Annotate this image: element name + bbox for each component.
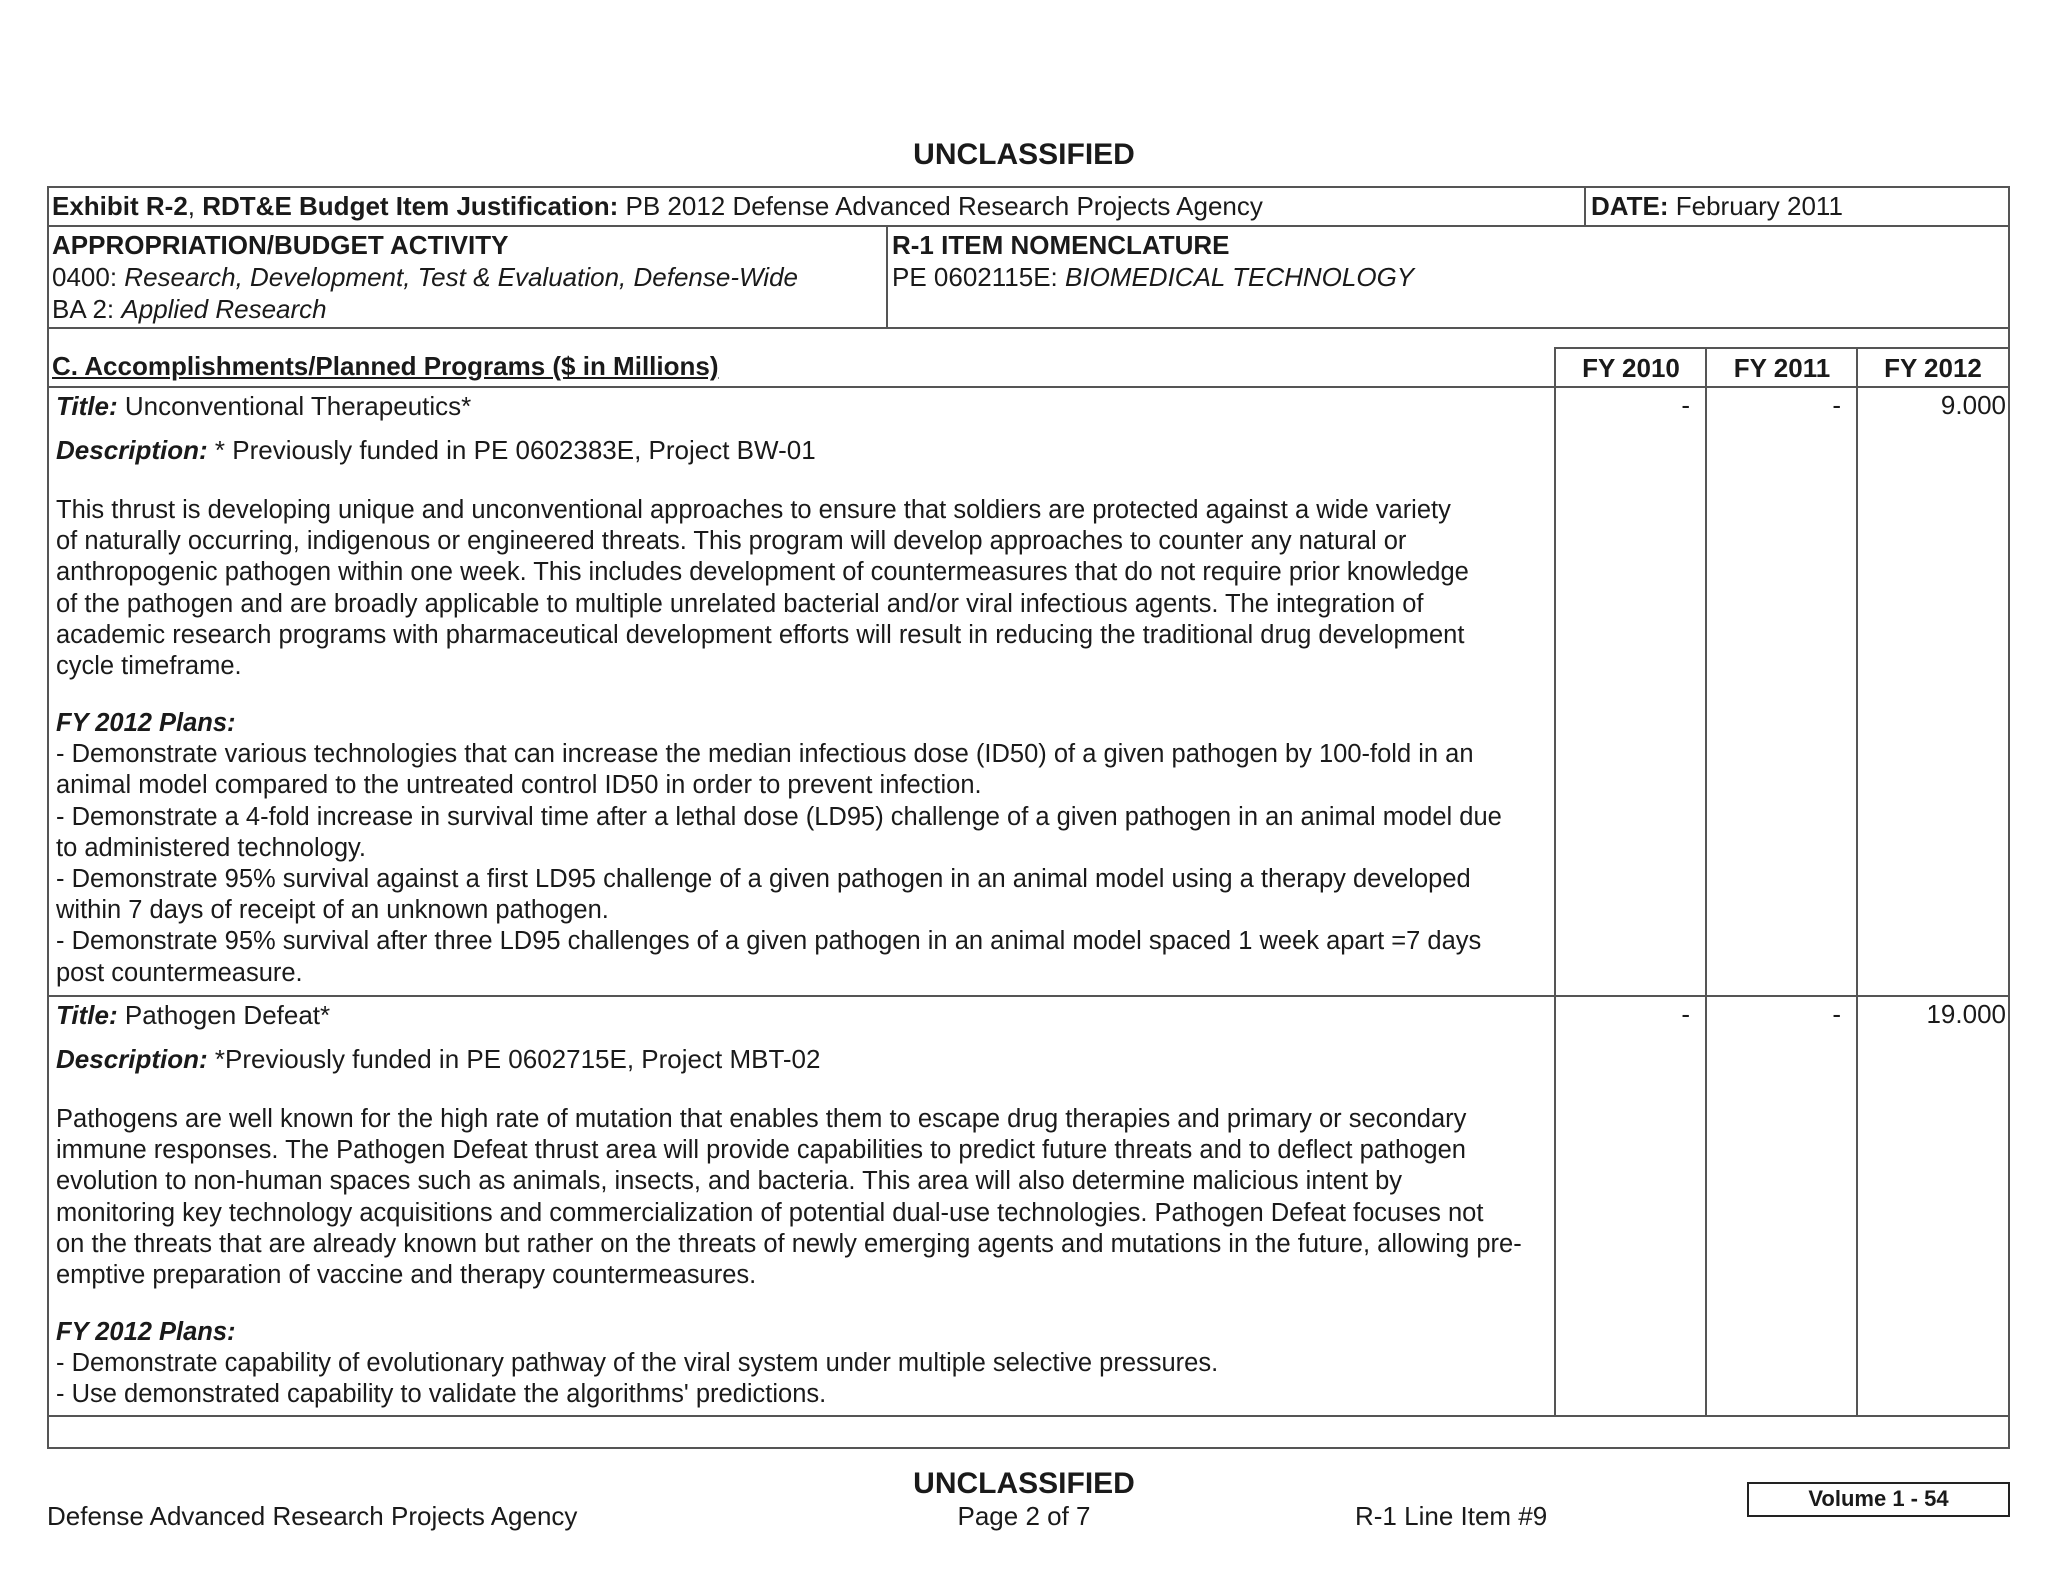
amount-fy2012: 9.000 [1940,390,2006,420]
exhibit-sep: , [187,191,203,221]
program-description: Description: *Previously funded in PE 0602715E, Project MBT-02 [56,1044,821,1074]
amount-fy2011: - [1832,390,1841,420]
fy-header-top-rule [1554,347,2010,349]
column-fy2012: FY 2012 [1884,353,1982,383]
column-fy2010: FY 2010 [1582,353,1680,383]
amount-fy2010: - [1681,999,1690,1029]
program-title: Title: Unconventional Therapeutics* [56,391,472,421]
program-rule [47,995,2010,997]
appropriation-line2: BA 2: Applied Research [52,294,327,324]
appropriation-rule [47,327,2010,329]
program-plans: FY 2012 Plans: - Demonstrate various technologies that can increase the median infectious dose (ID50) of a given pathogen by 100-fold in an animal model compared to the untreated control ID50 in order to prevent infection. - Demonstrate a 4-fold increase in survival time after a lethal dose (LD95) challenge of a given pathogen in an animal model due to administered technology. - Demonstrate 95% survival against a first LD95 challenge of a given pathogen in an animal model using a therapy developed within 7 days of receipt of an unknown pathogen. - Demonstrate 95% survival after three LD95 challenges of a given pathogen in an animal model spaced 1 week apart =7 days post countermeasure. [56,709,1502,987]
header-divider [1584,186,1586,226]
footer-page: Page 2 of 7 [957,1501,1091,1531]
table-bottom-rule [47,1415,2010,1417]
plans-label: FY 2012 Plans: [56,1318,236,1346]
nomenclature-label: R-1 ITEM NOMENCLATURE [892,230,1230,260]
appropriation-line1: 0400: Research, Development, Test & Evaluation, Defense-Wide [52,262,798,292]
classification-banner-top: UNCLASSIFIED [913,138,1135,171]
section-title: C. Accomplishments/Planned Programs ($ in Millions) [52,351,719,381]
date-value: February 2011 [1668,191,1843,221]
volume-badge: Volume 1 - 54 [1747,1482,2010,1517]
footer-line-item: R-1 Line Item #9 [1355,1501,1548,1531]
justification-value: PB 2012 Defense Advanced Research Projects Agency [618,191,1263,221]
amount-fy2011: - [1832,999,1841,1029]
nomenclature-block [892,229,1414,293]
plans-label: FY 2012 Plans: [56,709,236,737]
nomenclature-line: PE 0602115E: BIOMEDICAL TECHNOLOGY [892,262,1415,292]
appropriation-divider [886,225,888,328]
program-paragraph: Pathogens are well known for the high rate of mutation that enables them to escape drug therapies and primary or secondary immune responses. The Pathogen Defeat thrust area will provide capabilities to predict future threats and to deflect pathogen evolution to non-human spaces such as animals, insects, and bacteria. This area will also determine malicious intent by monitoring key technology acquisitions and commercialization of potential dual-use technologies. Pathogen Defeat focuses not on the threats that are already known but rather on the threats of newly emerging agents and mutations in the future, allowing pre- emptive preparation of vaccine and therapy countermeasures. [56,1105,1522,1290]
column-divider-1 [1554,347,1556,1416]
column-fy2011: FY 2011 [1733,353,1831,383]
footer-agency: Defense Advanced Research Projects Agency [47,1501,578,1531]
date-label: DATE: [1591,191,1669,221]
program-plans: FY 2012 Plans: - Demonstrate capability of evolutionary pathway of the viral system under multiple selective pressures. - Use demonstrated capability to validate the algorithms' predictions. [56,1318,1219,1409]
section-header-rule [47,386,2010,388]
program-paragraph: This thrust is developing unique and unconventional approaches to ensure that soldiers are protected against a wide variety of naturally occurring, indigenous or engineered threats. This program will develop approaches to counter any natural or anthropogenic pathogen within one week. This includes development of countermeasures that do not require prior knowledge of the pathogen and are broadly applicable to multiple unrelated bacterial and/or viral infectious agents. The integration of academic research programs with pharmaceutical development efforts will result in reducing the traditional drug development cycle timeframe. [56,496,1469,681]
appropriation-block [52,229,798,325]
program-title: Title: Pathogen Defeat* [56,1000,331,1030]
program-description: Description: * Previously funded in PE 0602383E, Project BW-01 [56,435,816,465]
exhibit-title [52,190,1263,222]
header-rule [47,225,2010,227]
amount-fy2012: 19.000 [1926,999,2006,1029]
classification-banner-bottom: UNCLASSIFIED [913,1467,1135,1500]
column-divider-2 [1705,347,1707,1416]
column-divider-3 [1856,347,1858,1416]
date-field [1591,190,1843,222]
exhibit-label: Exhibit R-2 [52,191,188,221]
appropriation-label: APPROPRIATION/BUDGET ACTIVITY [52,230,509,260]
amount-fy2010: - [1681,390,1690,420]
justification-label: RDT&E Budget Item Justification: [202,191,619,221]
